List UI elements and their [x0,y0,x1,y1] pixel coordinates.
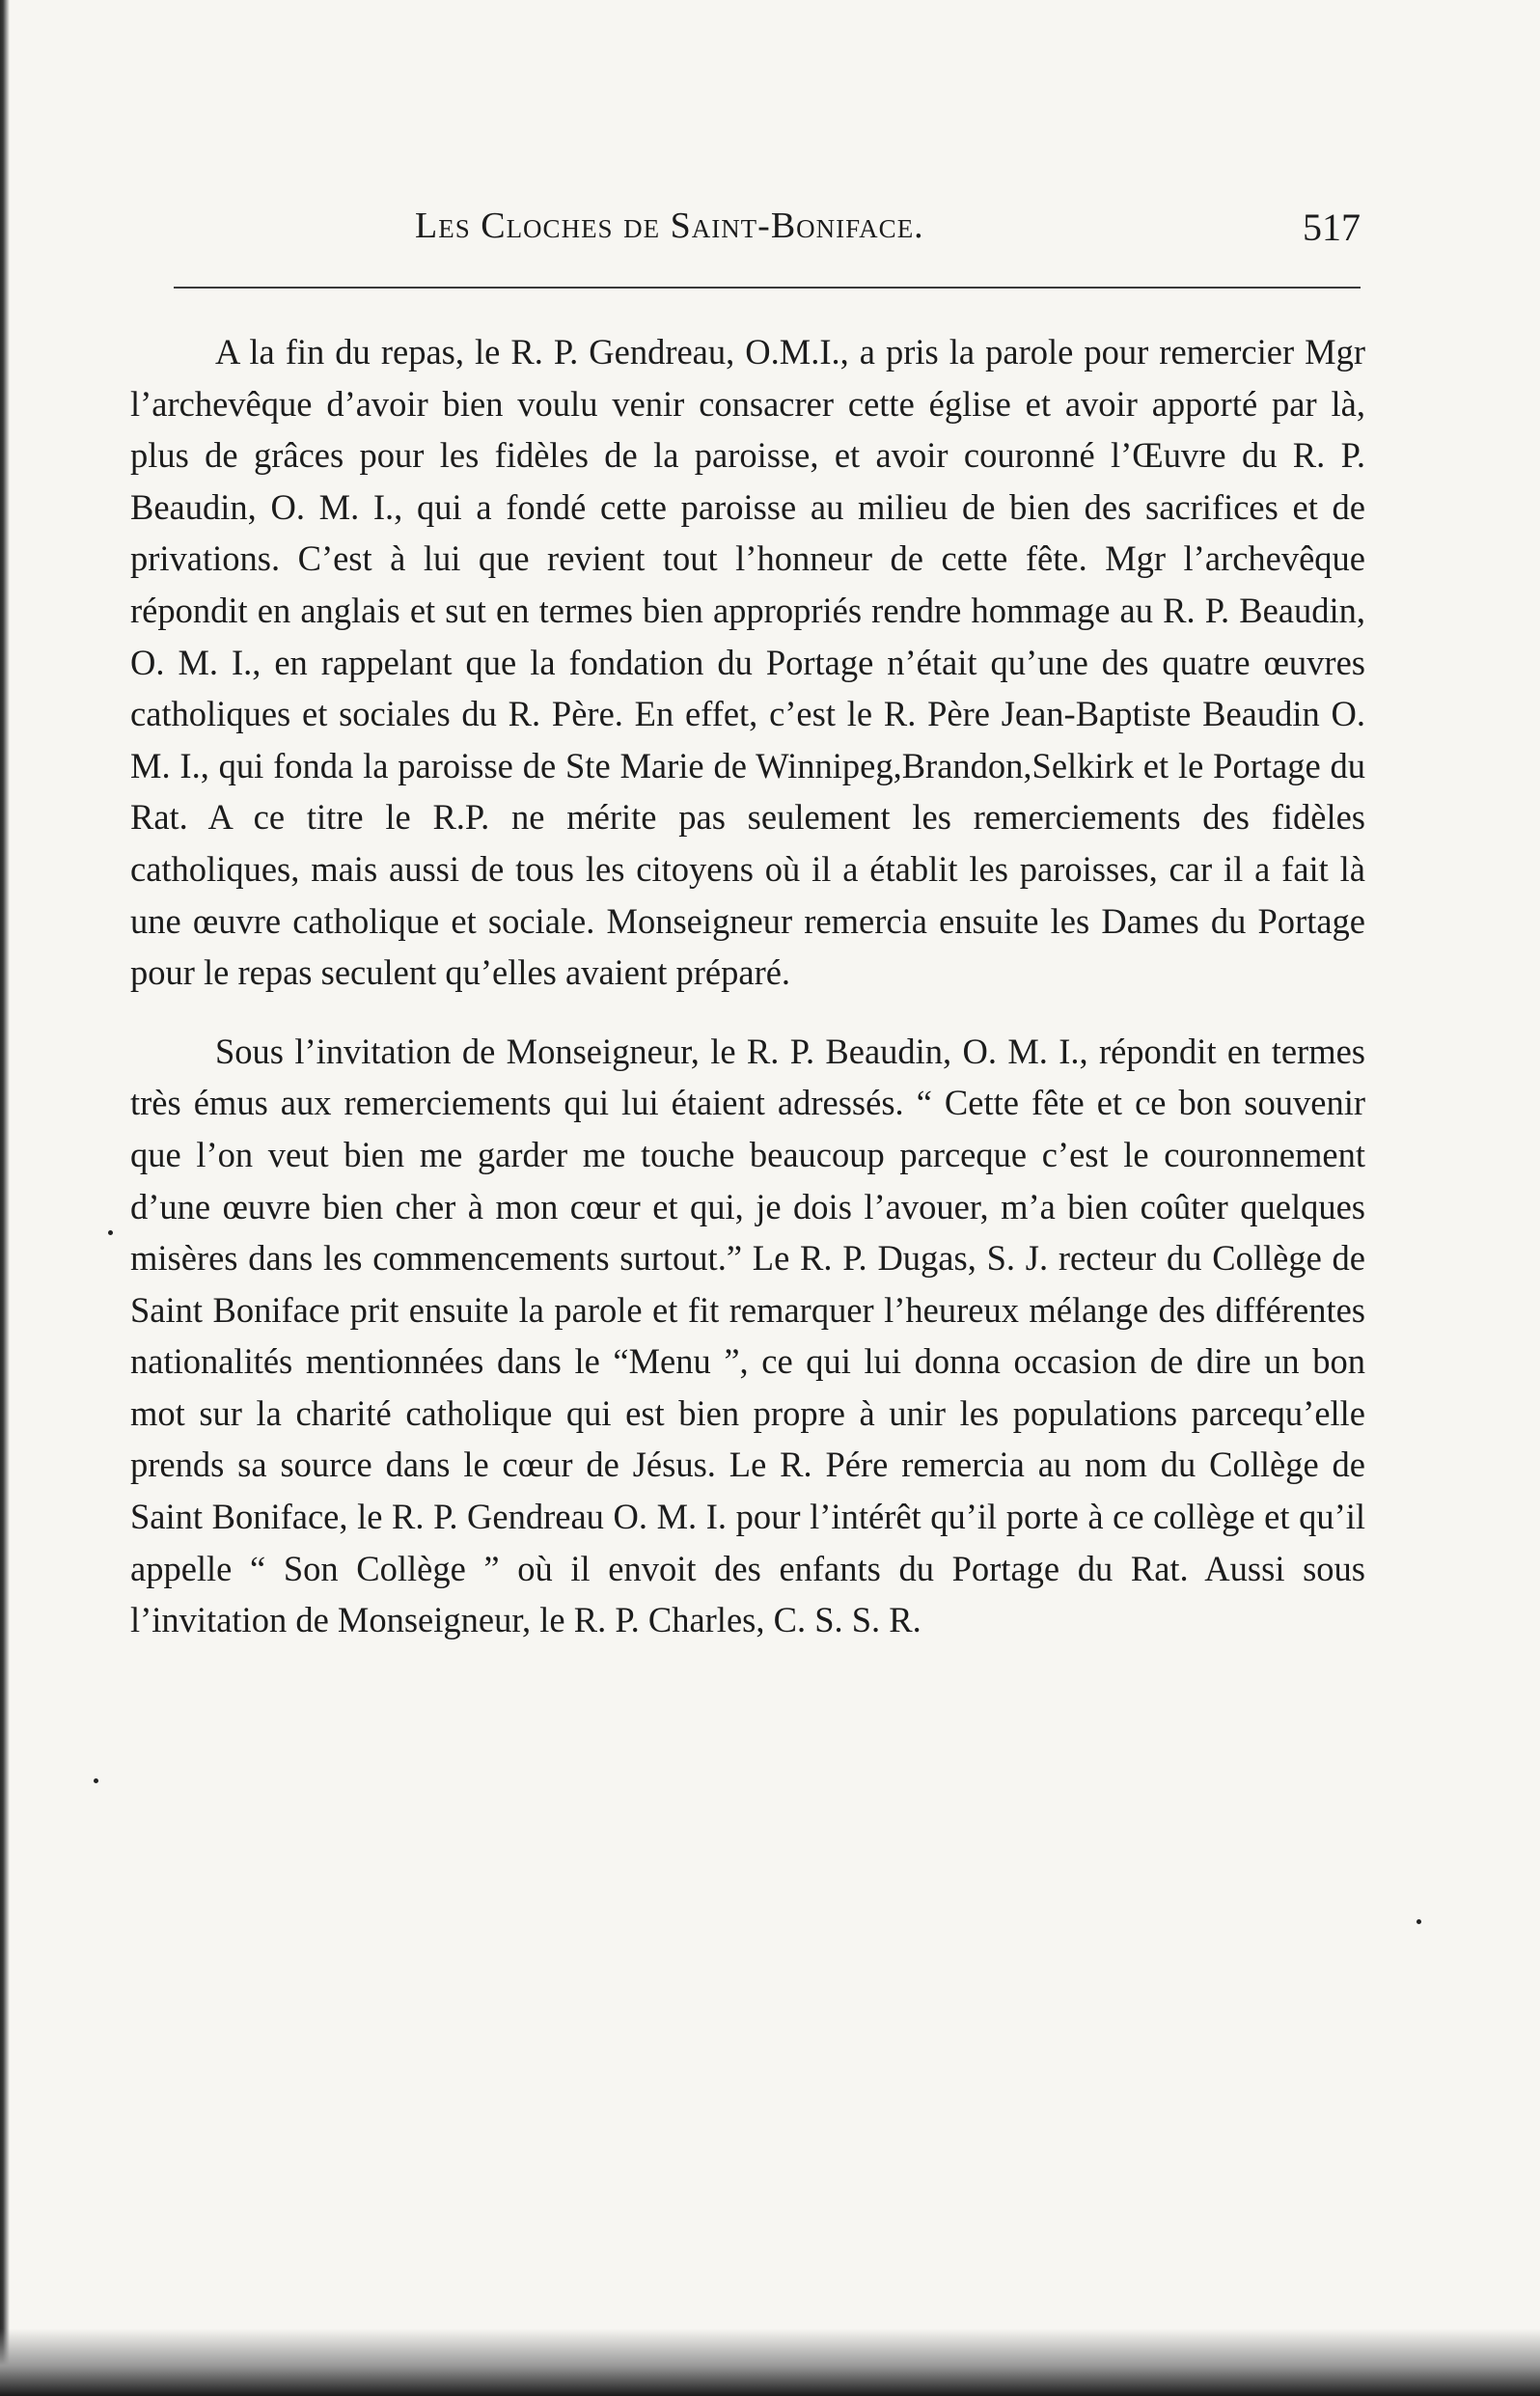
paragraph: A la fin du repas, le R. P. Gendreau, O.M.I., a pris la parole pour remercier Mgr l’archevêque d’avoir bien voulu venir consacrer cette église et avoir apporté par là, plus de grâces pour les fidèles de la paroisse, et avoir couronné l’Œuvre du R. P. Beaudin, O. M. I., qui a fondé cette paroisse au milieu de bien des sacrifices et de privations. C’est à lui que revient tout l’honneur de cette fête. Mgr l’archevêque répondit en anglais et sut en termes bien appropriés rendre hommage au R. P. Beaudin, O. M. I., en rappelant que la fondation du Portage n’était qu’une des quatre œuvres catholiques et sociales du R. Père. En effet, c’est le R. Père Jean-Baptiste Beaudin O. M. I., qui fonda la paroisse de Ste Marie de Winnipeg,Brandon,Selkirk et le Portage du Rat. A ce titre le R.P. ne mérite pas seulement les remerciements des fidèles catholiques, mais aussi de tous les citoyens où il a établit les paroisses, car il a fait là une œuvre catholique et sociale. Monseigneur remercia ensuite les Dames du Portage pour le repas seculent qu’elles avaient préparé. [130,332,1365,993]
ink-speck [94,1778,98,1783]
page-header [415,205,1361,259]
text-body [130,326,1365,1646]
page-bottom-shadow [0,2328,1540,2396]
ink-speck [108,1230,113,1235]
running-title: Les Cloches de Saint-Boniface. [415,206,924,246]
binding-edge [0,0,10,2396]
ink-speck [1416,1919,1421,1924]
header-rule [174,287,1361,289]
paragraph: Sous l’invitation de Monseigneur, le R. P. Beaudin, O. M. I., répondit en termes très émus aux remerciements qui lui étaient adressés. “ Cette fête et ce bon souvenir que l’on veut bien me garder me touche beaucoup parceque c’est le couronnement d’une œuvre bien cher à mon cœur et qui, je dois l’avouer, m’a bien coûter quelques misères dans les commencements surtout.” Le R. P. Dugas, S. J. recteur du Collège de Saint Boniface prit ensuite la parole et fit remarquer l’heureux mélange des différentes nationalités mentionnées dans le “Menu ”, ce qui lui donna occasion de dire un bon mot sur la charité catholique qui est bien propre à unir les populations parcequ’elle prends sa source dans le cœur de Jésus. Le R. Pére remercia au nom du Collège de Saint Boniface, le R. P. Gendreau O. M. I. pour l’intérêt qu’il porte à ce collège et qu’il appelle “ Son Collège ” où il envoit des enfants du Portage du Rat. Aussi sous l’invitation de Monseigneur, le R. P. Charles, C. S. S. R. [130,1031,1365,1640]
page-number: 517 [1303,206,1361,249]
